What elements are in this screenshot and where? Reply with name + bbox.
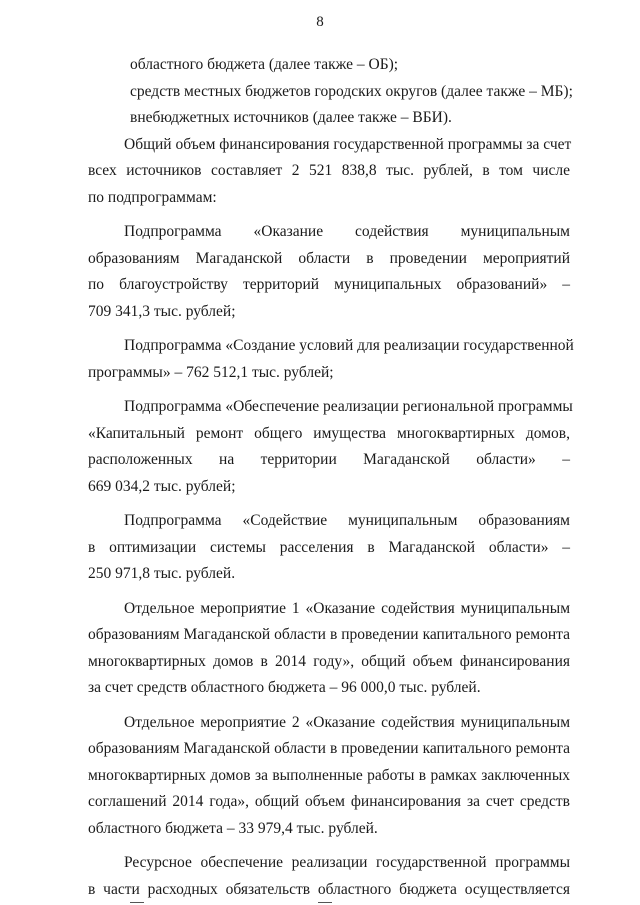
text-line: Подпрограмма «Создание условий для реализации государственной (124, 337, 574, 354)
text-line: в оптимизации системы расселения в Магаданской области» – (88, 538, 570, 556)
paragraph-gap (88, 702, 570, 710)
paragraph-gap (88, 588, 570, 596)
text-line: по благоустройству территорий муниципальных образований» – (88, 276, 570, 293)
text-line: многоквартирных домов за выполненные работы в рамках заключенных (88, 766, 570, 784)
text-line: многоквартирных домов в 2014 году», общий объем финансирования (88, 652, 570, 670)
text-line: Отдельное мероприятие 1 «Оказание содействия муниципальным (124, 599, 570, 617)
text-line: программы» – 762 512,1 тыс. рублей; (88, 363, 334, 381)
text-line: Отдельное мероприятие 2 «Оказание содействия муниципальным (124, 713, 570, 731)
text-line: за счет средств областного бюджета – 96 000,0 тыс. рублей. (88, 679, 481, 696)
paragraph-gap (88, 386, 570, 394)
text-line: соглашений 2014 года», общий объем финансирования за счет средств (88, 793, 570, 810)
text-line: средств местных бюджетов городских округов (далее также – МБ); (130, 82, 573, 100)
text-line: внебюджетных источников (далее также – ВБИ). (130, 109, 452, 126)
text-line: Подпрограмма «Оказание содействия муниципальным (124, 223, 570, 240)
document-body (88, 52, 574, 903)
text-line: 709 341,3 тыс. рублей; (88, 302, 236, 320)
text-line: образованиям Магаданской области в проведении мероприятий (88, 249, 570, 267)
text-line: областного бюджета – 33 979,4 тыс. рублей. (88, 819, 378, 837)
page-number: 8 (316, 14, 324, 30)
text-line: по подпрограммам: (88, 188, 217, 206)
text-line: «Капитальный ремонт общего имущества многоквартирных домов, (88, 424, 570, 442)
text-line: Ресурсное обеспечение реализации государственной программы (124, 854, 570, 871)
paragraph-gap (88, 325, 570, 333)
text-line: 250 971,8 тыс. рублей. (88, 565, 236, 582)
paragraph-gap (88, 211, 570, 219)
text-line: областного бюджета (далее также – ОБ); (130, 56, 399, 73)
text-line: Подпрограмма «Содействие муниципальным образованиям (124, 512, 570, 529)
text-line: образованиям Магаданской области в проведении капитального ремонта (88, 626, 570, 643)
paragraph-gap (88, 500, 570, 508)
text-line: в части расходных обязательств областного бюджета осуществляется (88, 880, 570, 898)
text-line: Общий объем финансирования государственной программы за счет (124, 135, 572, 153)
text-line: расположенных на территории Магаданской области» – (88, 451, 570, 468)
scan-edge-marks (0, 895, 640, 905)
text-line: 669 034,2 тыс. рублей; (88, 477, 236, 495)
text-line: Подпрограмма «Обеспечение реализации региональной программы (124, 398, 573, 415)
text-line: всех источников составляет 2 521 838,8 тыс. рублей, в том числе (88, 162, 570, 179)
paragraph-gap (88, 842, 570, 850)
text-line: образованиям Магаданской области в проведении капитального ремонта (88, 740, 570, 757)
